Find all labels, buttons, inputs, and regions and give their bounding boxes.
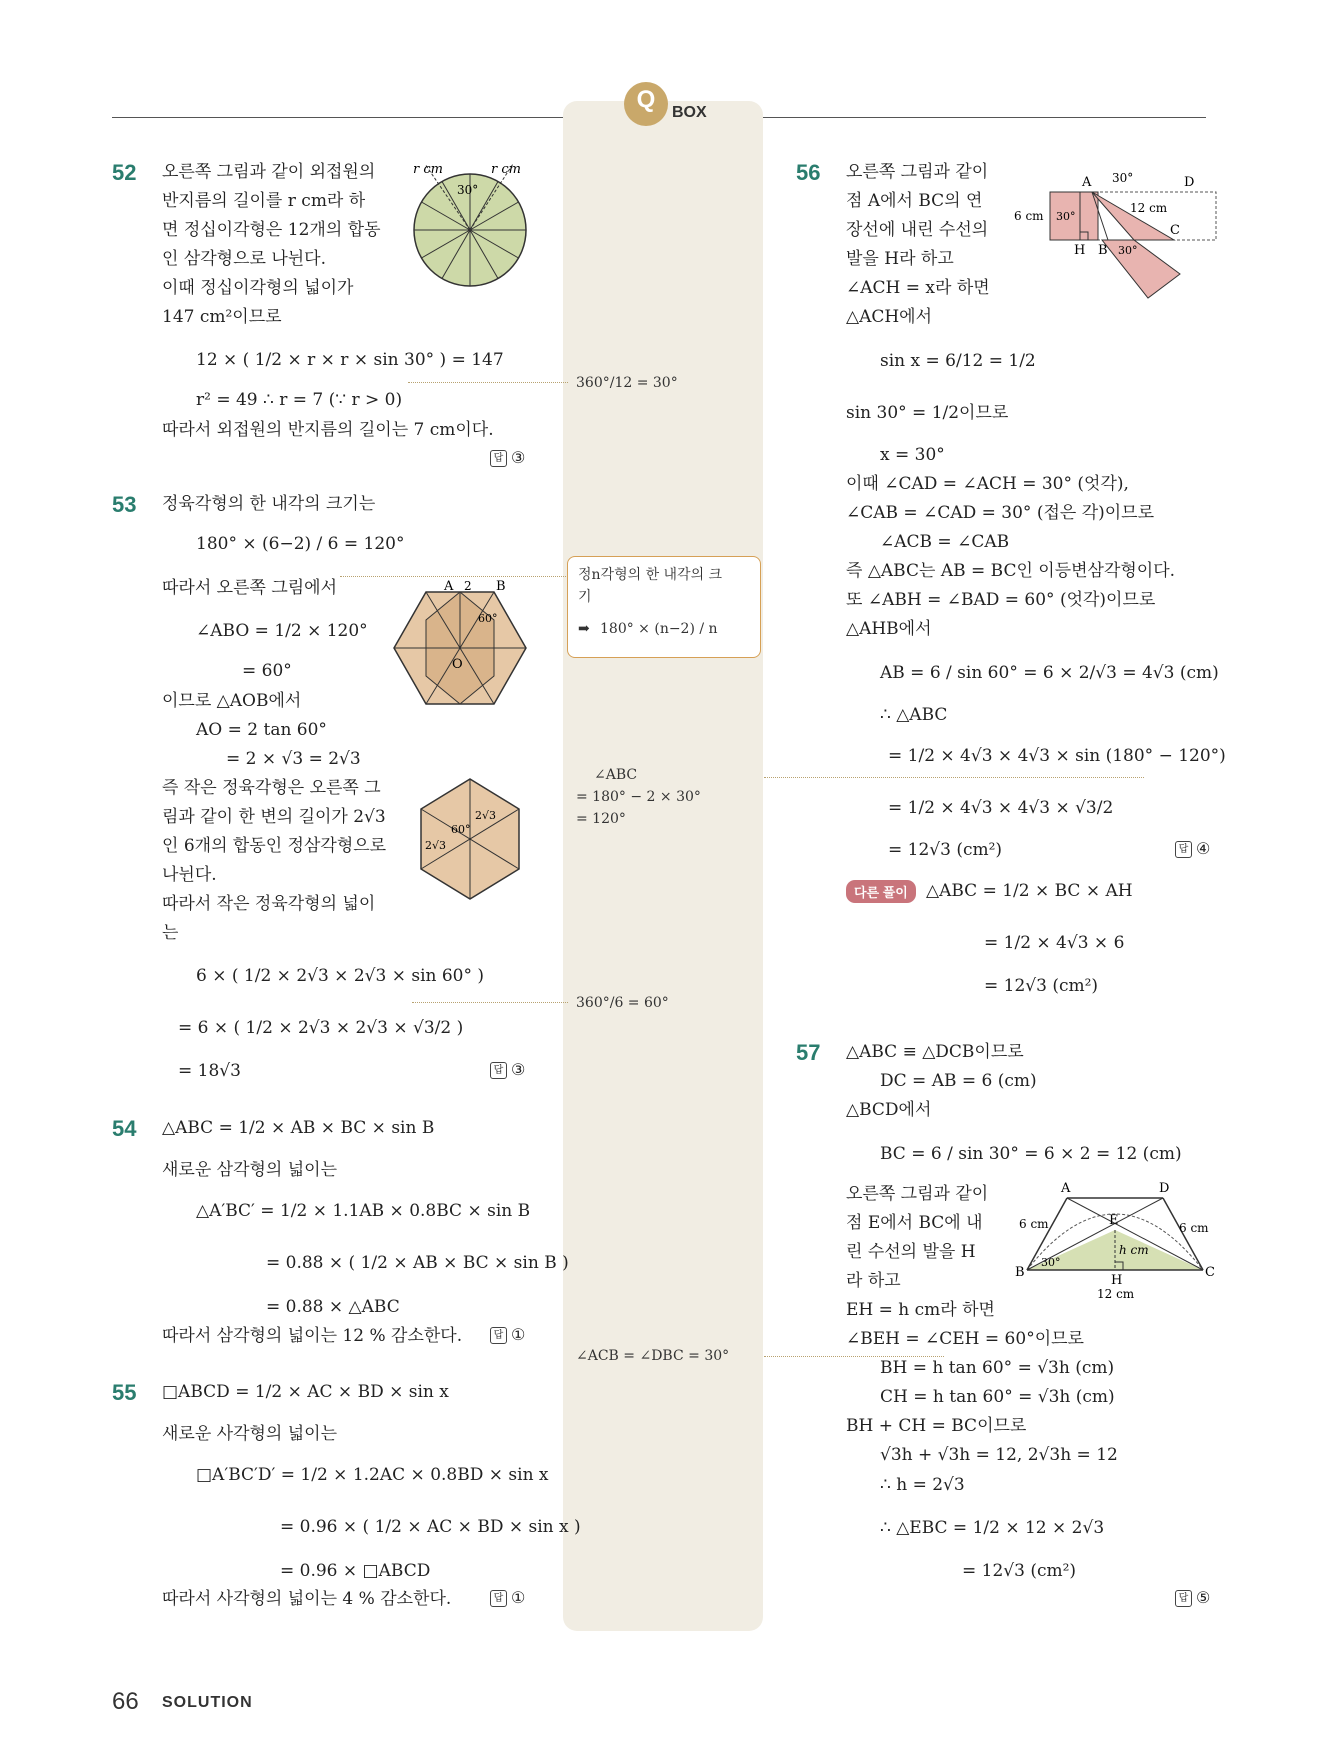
p55-line: = 0.96 × □ABCD — [280, 1561, 431, 1581]
problem-55-number: 55 — [112, 1380, 137, 1405]
p57-fig-a: A — [1061, 1181, 1071, 1196]
p57-line: 린 수선의 발을 H — [846, 1242, 976, 1262]
problem-53-number: 53 — [112, 492, 137, 517]
p57-line: 라 하고 — [846, 1271, 901, 1291]
p57-line: BC = 6 / sin 30° = 6 × 2 = 12 (cm) — [880, 1144, 1182, 1164]
p54-line: 새로운 삼각형의 넓이는 — [162, 1160, 338, 1180]
qnote-3a: ∠ABC — [594, 767, 638, 783]
p56-fig-len2: 12 cm — [1130, 201, 1168, 215]
qbox-column — [563, 101, 763, 1631]
p57-line: 오른쪽 그림과 같이 — [846, 1184, 989, 1204]
p53-line: = 60° — [242, 661, 292, 681]
p56-alt-line: △ABC = 1/2 × BC × AH — [926, 881, 1133, 901]
p56-line: sin 30° = 1/2이므로 — [846, 403, 1009, 423]
p53-line: 따라서 오른쪽 그림에서 — [162, 578, 338, 598]
p52-fig-label-right: r cm — [491, 162, 521, 177]
p56-alt-solution-tag: 다른 풀이 — [846, 880, 916, 903]
p56-fig-ang3: 30° — [1118, 244, 1138, 257]
problem-57-number: 57 — [796, 1040, 821, 1065]
p57-fig-right: 6 cm — [1179, 1221, 1209, 1235]
qnote-1: 360°/12 = 30° — [576, 375, 678, 391]
p52-dodecagon-figure — [405, 160, 535, 290]
p53-fig1-angle: 60° — [478, 612, 498, 625]
p52-line: 따라서 외접원의 반지름의 길이는 7 cm이다. — [162, 420, 494, 440]
p56-line: ∠ACB = ∠CAB — [880, 532, 1010, 552]
qnote-5: ∠ACB = ∠DBC = 30° — [576, 1348, 730, 1364]
p57-fig-height: h cm — [1119, 1243, 1149, 1257]
qnote-leader — [412, 1002, 568, 1003]
p56-fig-h: H — [1074, 243, 1086, 258]
p55-line: = 0.96 × ( 1/2 × AC × BD × sin x ) — [280, 1517, 581, 1537]
p52-line: 반지름의 길이를 r cm라 하 — [162, 191, 366, 211]
p53-line: ∠ABO = 1/2 × 120° — [196, 621, 368, 641]
p57-line: DC = AB = 6 (cm) — [880, 1071, 1037, 1091]
p56-fig-c: C — [1170, 223, 1180, 238]
p55-line: 따라서 사각형의 넓이는 4 % 감소한다. — [162, 1589, 452, 1609]
p53-line: 정육각형의 한 내각의 크기는 — [162, 494, 376, 514]
p57-fig-angle: 30° — [1041, 1256, 1061, 1269]
qnote-leader — [340, 576, 568, 577]
p56-line: 오른쪽 그림과 같이 — [846, 162, 989, 182]
p54-line: △A′BC′ = 1/2 × 1.1AB × 0.8BC × sin B — [196, 1201, 531, 1221]
qnote-3c: = 120° — [576, 811, 626, 827]
p53-line overline: AO = 2 tan 60° — [196, 720, 327, 740]
p56-line: 발을 H라 하고 — [846, 249, 954, 269]
p56-line: 또 ∠ABH = ∠BAD = 60° (엇각)이므로 — [846, 590, 1156, 610]
p54-line: = 0.88 × △ABC — [266, 1297, 400, 1317]
p56-alt-line: = 12√3 (cm²) — [984, 976, 1099, 996]
p56-fig-len1: 6 cm — [1014, 209, 1044, 223]
p55-line: 새로운 사각형의 넓이는 — [162, 1424, 338, 1444]
p56-fig-b: B — [1098, 243, 1108, 258]
p53-answer: 답 ③ — [490, 1060, 525, 1079]
p56-answer: 답 ④ — [1175, 839, 1210, 858]
p53-line: 180° × (6−2) / 6 = 120° — [196, 534, 405, 554]
p53-line: 즉 작은 정육각형은 오른쪽 그 — [162, 778, 381, 798]
p57-line: CH = h tan 60° = √3h (cm) — [880, 1387, 1115, 1407]
qnote-leader — [408, 382, 568, 383]
p53-fig1-o: O — [452, 657, 463, 672]
p57-line: BH + CH = BC이므로 — [846, 1416, 1027, 1436]
p56-line: 장선에 내린 수선의 — [846, 220, 989, 240]
p57-line: 점 E에서 BC에 내 — [846, 1213, 983, 1233]
problem-52-number: 52 — [112, 160, 137, 185]
p57-answer: 답 ⑤ — [1175, 1588, 1210, 1607]
p52-answer: 답 ③ — [490, 448, 525, 467]
arrow-right-icon: ➡ — [578, 621, 590, 637]
p53-line: 림과 같이 한 변의 길이가 2√3 — [162, 807, 386, 827]
p53-line: 6 × ( 1/2 × 2√3 × 2√3 × sin 60° ) — [196, 966, 485, 986]
p52-line: 오른쪽 그림과 같이 외접원의 — [162, 162, 376, 182]
p55-line: □A′BC′D′ = 1/2 × 1.2AC × 0.8BD × sin x — [196, 1465, 549, 1485]
p53-line: = 18√3 — [178, 1061, 241, 1081]
p53-hexagon-figure-1 — [390, 580, 530, 710]
p53-fig2-side2: 2√3 — [425, 839, 447, 852]
p57-fig-e: E — [1109, 1213, 1119, 1228]
p53-line: = 2 × √3 = 2√3 — [226, 749, 361, 769]
p56-fig-ang2: 30° — [1056, 210, 1076, 223]
qnote-2-formula: 180° × (n−2) / n — [600, 621, 718, 637]
footer-label: SOLUTION — [162, 1694, 253, 1711]
p56-line: 즉 △ABC는 AB = BC인 이등변삼각형이다. — [846, 561, 1176, 581]
p57-line: ∠BEH = ∠CEH = 60°이므로 — [846, 1329, 1084, 1349]
p53-fig2-side: 2√3 — [475, 809, 497, 822]
p57-fig-c: C — [1205, 1265, 1215, 1280]
p52-fig-label-left: r cm — [413, 162, 443, 177]
p56-alt-line: = 1/2 × 4√3 × 6 — [984, 933, 1125, 953]
qbox-title: BOX — [672, 104, 707, 121]
p56-line: AB = 6 / sin 60° = 6 × 2/√3 = 4√3 (cm) — [880, 663, 1219, 683]
p57-fig-h: H — [1111, 1273, 1123, 1288]
p53-fig1-b: B — [496, 580, 506, 594]
p52-fig-angle: 30° — [457, 183, 479, 197]
p52-line: 12 × ( 1/2 × r × r × sin 30° ) = 147 — [196, 350, 504, 370]
p56-line: ∴ △ABC — [880, 705, 948, 725]
p53-line: 는 — [162, 923, 179, 943]
p54-line: △ABC = 1/2 × AB × BC × sin B — [162, 1118, 435, 1138]
p56-line: x = 30° — [880, 445, 945, 465]
p57-line: ∴ h = 2√3 — [880, 1475, 965, 1495]
p56-line: 이때 ∠CAD = ∠ACH = 30° (엇각), — [846, 474, 1129, 494]
p52-line: 이때 정십이각형의 넓이가 — [162, 278, 354, 298]
p56-line: = 12√3 (cm²) — [888, 840, 1003, 860]
p56-fig-a: A — [1082, 175, 1092, 190]
p53-line: 이므로 △AOB에서 — [162, 691, 302, 711]
p57-line: EH = h cm라 하면 — [846, 1300, 995, 1320]
p52-line: 면 정십이각형은 12개의 합동 — [162, 220, 381, 240]
p57-fig-base: 12 cm — [1097, 1287, 1135, 1301]
p57-fig-d: D — [1159, 1181, 1170, 1196]
qbox-letter: Q — [636, 86, 656, 113]
p52-line: 인 삼각형으로 나뉜다. — [162, 249, 327, 269]
p53-fig2-angle: 60° — [451, 823, 471, 836]
p56-line: △ACH에서 — [846, 307, 933, 327]
p53-line: = 6 × ( 1/2 × 2√3 × 2√3 × √3/2 ) — [178, 1018, 464, 1038]
problem-56-number: 56 — [796, 160, 821, 185]
p56-line: = 1/2 × 4√3 × 4√3 × √3/2 — [888, 798, 1114, 818]
p57-line: = 12√3 (cm²) — [962, 1561, 1077, 1581]
qnote-4: 360°/6 = 60° — [576, 995, 669, 1011]
p57-fig-b: B — [1015, 1265, 1025, 1280]
p53-line: 따라서 작은 정육각형의 넓이 — [162, 894, 376, 914]
p54-line: 따라서 삼각형의 넓이는 12 % 감소한다. — [162, 1326, 463, 1346]
problem-54-number: 54 — [112, 1116, 137, 1141]
p56-line: = 1/2 × 4√3 × 4√3 × sin (180° − 120°) — [888, 746, 1226, 766]
p56-line: sin x = 6/12 = 1/2 — [880, 351, 1036, 371]
p57-fig-left: 6 cm — [1019, 1217, 1049, 1231]
qnote-3b: = 180° − 2 × 30° — [576, 789, 701, 805]
p56-folded-paper-figure — [1012, 166, 1222, 306]
p54-line: = 0.88 × ( 1/2 × AB × BC × sin B ) — [266, 1253, 569, 1273]
p52-line: 147 cm²이므로 — [162, 307, 282, 327]
p53-fig1-a: A — [444, 580, 454, 594]
p57-line: √3h + √3h = 12, 2√3h = 12 — [880, 1445, 1118, 1465]
qnote-2-title2: 기 — [578, 589, 592, 605]
p57-trapezoid-figure — [1015, 1178, 1215, 1302]
p56-line: △AHB에서 — [846, 619, 932, 639]
p53-line: 나뉜다. — [162, 865, 217, 885]
p54-answer: 답 ① — [490, 1325, 525, 1344]
p55-line: □ABCD = 1/2 × AC × BD × sin x — [162, 1382, 449, 1402]
p56-fig-d: D — [1184, 175, 1195, 190]
p57-line: △BCD에서 — [846, 1100, 932, 1120]
qnote-2-title: 정n각형의 한 내각의 크 — [578, 567, 723, 583]
p56-line: ∠ACH = x라 하면 — [846, 278, 990, 298]
p56-line: ∠CAB = ∠CAD = 30° (접은 각)이므로 — [846, 503, 1155, 523]
p52-line: r² = 49 ∴ r = 7 (∵ r > 0) — [196, 390, 403, 410]
p56-line: 점 A에서 BC의 연 — [846, 191, 983, 211]
p57-line: BH = h tan 60° = √3h (cm) — [880, 1358, 1115, 1378]
p55-answer: 답 ① — [490, 1588, 525, 1607]
qnote-leader — [764, 777, 1144, 778]
p57-line: △ABC ≡ △DCB이므로 — [846, 1042, 1024, 1062]
p53-fig1-side: 2 — [464, 580, 472, 593]
p57-line: ∴ △EBC = 1/2 × 12 × 2√3 — [880, 1518, 1105, 1538]
p53-line: 인 6개의 합동인 정삼각형으로 — [162, 836, 387, 856]
p53-hexagon-figure-2 — [415, 775, 525, 905]
page-number: 66 — [112, 1688, 139, 1715]
p56-fig-ang1: 30° — [1112, 171, 1134, 185]
